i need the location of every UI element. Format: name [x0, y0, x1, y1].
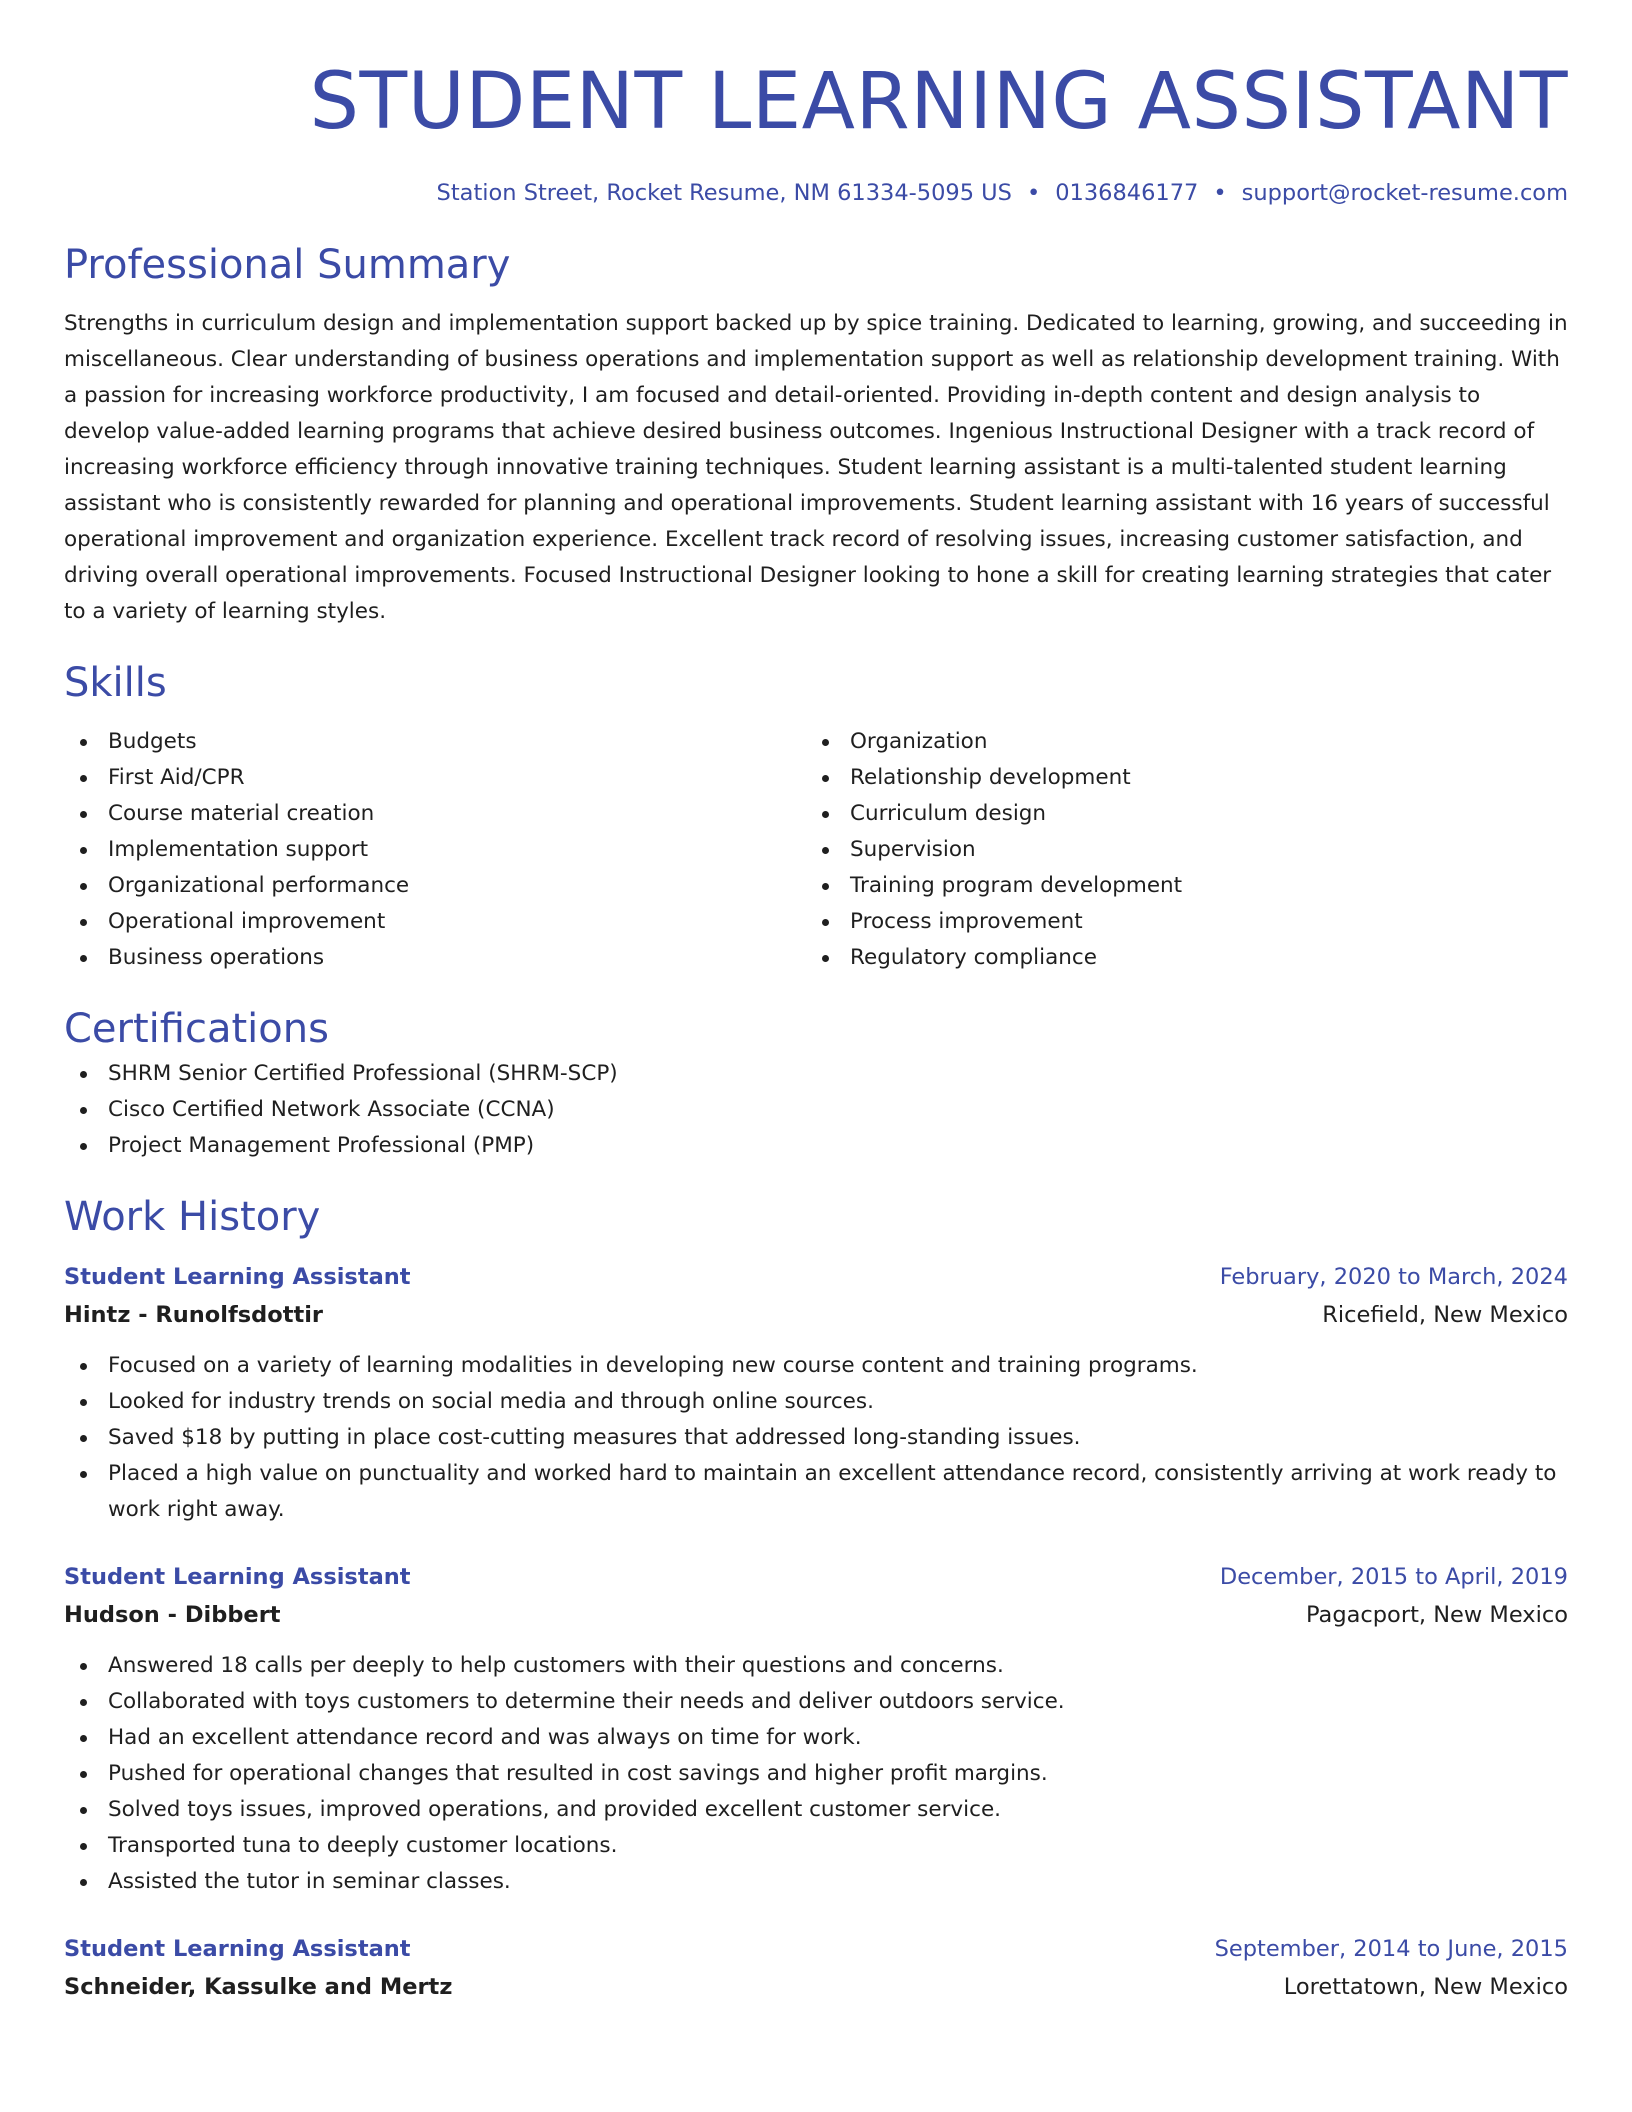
- job-entry: [64, 1258, 1568, 1528]
- skill-item: Training program development: [806, 868, 1548, 904]
- job-title: Student Learning Assistant: [64, 1564, 411, 1590]
- resume-header: [64, 0, 1568, 208]
- resume-name: STUDENT LEARNING ASSISTANT: [309, 57, 1568, 147]
- job-dates: February, 2020 to March, 2024: [1219, 1264, 1568, 1290]
- skill-item: Business operations: [64, 940, 806, 976]
- contact-separator: •: [1026, 180, 1041, 206]
- certifications-list: [64, 1056, 1568, 1164]
- skill-item: Regulatory compliance: [806, 940, 1548, 976]
- skill-item: Organization: [806, 724, 1548, 760]
- job-entry: [64, 1930, 1568, 2006]
- skill-item: Budgets: [64, 724, 806, 760]
- certifications-heading: Certifications: [64, 1006, 329, 1052]
- skill-item: First Aid/CPR: [64, 760, 806, 796]
- job-location: Lorettatown, New Mexico: [1283, 1974, 1568, 2000]
- skill-item: Organizational performance: [64, 868, 806, 904]
- job-duty: Answered 18 calls per deeply to help customers with their questions and concerns.: [64, 1648, 1568, 1684]
- job-company: Hintz - Runolfsdottir: [64, 1302, 324, 1328]
- certification-item: Project Management Professional (PMP): [64, 1128, 1568, 1164]
- job-company: Schneider, Kassulke and Mertz: [64, 1974, 453, 2000]
- job-duty: Assisted the tutor in seminar classes.: [64, 1864, 1568, 1900]
- job-duty: Transported tuna to deeply customer locations.: [64, 1828, 1568, 1864]
- skill-item: Supervision: [806, 832, 1548, 868]
- job-location: Ricefield, New Mexico: [1322, 1302, 1568, 1328]
- certification-item: Cisco Certified Network Associate (CCNA): [64, 1092, 1568, 1128]
- job-company-row: [64, 1296, 1568, 1334]
- summary-heading: Professional Summary: [64, 242, 511, 288]
- job-duty: Focused on a variety of learning modalities in developing new course content and training programs.: [64, 1348, 1568, 1384]
- skill-item: Operational improvement: [64, 904, 806, 940]
- job-duties-list: [64, 1648, 1568, 1900]
- contact-line: [64, 178, 1568, 208]
- skill-item: Course material creation: [64, 796, 806, 832]
- job-entry: [64, 1558, 1568, 1900]
- job-company-row: [64, 1968, 1568, 2006]
- job-title: Student Learning Assistant: [64, 1936, 411, 1962]
- skills-list-right: [806, 724, 1548, 976]
- job-company-row: [64, 1596, 1568, 1634]
- job-header-row: [64, 1258, 1568, 1296]
- job-duty: Solved toys issues, improved operations, and provided excellent customer service.: [64, 1792, 1568, 1828]
- job-location: Pagacport, New Mexico: [1305, 1602, 1568, 1628]
- skill-item: Process improvement: [806, 904, 1548, 940]
- job-header-row: [64, 1930, 1568, 1968]
- work-history-heading: Work History: [64, 1194, 321, 1240]
- skills-list-left: [64, 724, 806, 976]
- job-duties-list: [64, 1348, 1568, 1528]
- job-duty: Saved $18 by putting in place cost-cutting measures that addressed long-standing issues.: [64, 1420, 1568, 1456]
- contact-phone: 0136846177: [1055, 180, 1199, 206]
- job-dates: September, 2014 to June, 2015: [1214, 1936, 1568, 1962]
- skill-item: Implementation support: [64, 832, 806, 868]
- summary-text: Strengths in curriculum design and implementation support backed up by spice training. Dedicated to learning, growing, and succeeding in miscellaneous. Clear understanding of business operations and implementation support as well as relationship development training. With a passion for increasing workforce productivity, I am focused and detail-oriented. Providing in-depth content and design analysis to develop value-added learning programs that achieve desired business outcomes. Ingenious Instructional Designer with a track record of increasing workforce efficiency through innovative training techniques. Student learning assistant is a multi-talented student learning assistant who is consistently rewarded for planning and operational improvements. Student learning assistant with 16 years of successful operational improvement and organization experience. Excellent track record of resolving issues, increasing customer satisfaction, and driving overall operational improvements. Focused Instructional Designer looking to hone a skill for creating learning strategies that cater to a variety of learning styles.: [64, 311, 1568, 624]
- contact-separator: •: [1213, 180, 1227, 206]
- skills-columns: [64, 724, 1568, 976]
- job-duty: Had an excellent attendance record and was always on time for work.: [64, 1720, 1568, 1756]
- skill-item: Curriculum design: [806, 796, 1548, 832]
- job-duty: Placed a high value on punctuality and worked hard to maintain an excellent attendance record, consistently arriving at work ready to work right away.: [64, 1456, 1568, 1528]
- certification-item: SHRM Senior Certified Professional (SHRM-SCP): [64, 1056, 1568, 1092]
- job-header-row: [64, 1558, 1568, 1596]
- job-duty: Collaborated with toys customers to determine their needs and deliver outdoors service.: [64, 1684, 1568, 1720]
- job-company: Hudson - Dibbert: [64, 1602, 281, 1628]
- job-duty: Looked for industry trends on social media and through online sources.: [64, 1384, 1568, 1420]
- job-dates: December, 2015 to April, 2019: [1219, 1564, 1568, 1590]
- contact-address: Station Street, Rocket Resume, NM 61334-5095 US: [436, 180, 1012, 206]
- contact-email[interactable]: support@rocket-resume.com: [1241, 180, 1568, 206]
- job-duty: Pushed for operational changes that resulted in cost savings and higher profit margins.: [64, 1756, 1568, 1792]
- skill-item: Relationship development: [806, 760, 1548, 796]
- skills-heading: Skills: [64, 660, 167, 706]
- job-title: Student Learning Assistant: [64, 1264, 411, 1290]
